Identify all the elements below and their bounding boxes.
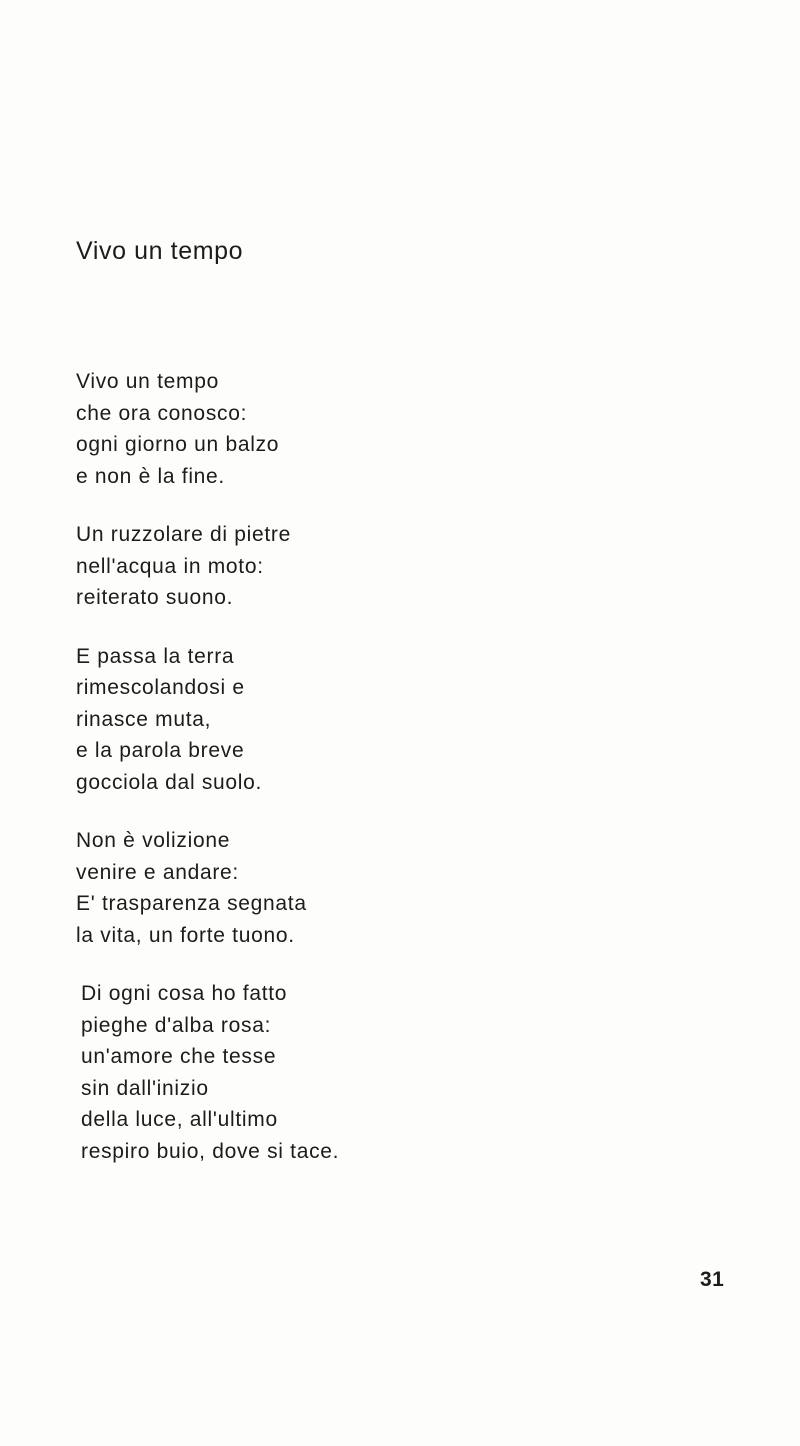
- poem-line: che ora conosco:: [76, 401, 248, 425]
- poem-line: E' trasparenza segnata: [76, 892, 307, 915]
- poem-line: Non è volizione: [76, 829, 231, 852]
- poem-line: nell'acqua in moto:: [76, 554, 264, 578]
- poem-line: gocciola dal suolo.: [76, 770, 263, 794]
- poem-line: e la parola breve: [76, 739, 245, 762]
- stanza-2: [76, 519, 339, 614]
- poem-line: la vita, un forte tuono.: [76, 923, 295, 947]
- poem-line: reiterato suono.: [76, 586, 234, 609]
- poem-line: rinasce muta,: [76, 707, 212, 731]
- poem-line: e non è la fine.: [76, 464, 225, 488]
- poem-line: rimescolandosi e: [76, 676, 245, 699]
- poem-line: venire e andare:: [76, 860, 239, 884]
- poem-line: della luce, all'ultimo: [81, 1108, 278, 1131]
- stanza-4: [76, 825, 339, 951]
- stanza-5: [81, 978, 339, 1167]
- poem-line: Un ruzzolare di pietre: [76, 523, 291, 546]
- poem-line: un'amore che tesse: [81, 1045, 277, 1068]
- poem-title: Vivo un tempo: [76, 237, 244, 265]
- poem-line: sin dall'inizio: [81, 1076, 209, 1100]
- poem-line: pieghe d'alba rosa:: [81, 1013, 272, 1037]
- poem-line: E passa la terra: [76, 644, 235, 668]
- poem-line: Vivo un tempo: [76, 370, 219, 393]
- stanza-3: [76, 641, 339, 799]
- poem-body: [76, 366, 339, 1194]
- stanza-1: [76, 366, 339, 492]
- poem-line: ogni giorno un balzo: [76, 433, 280, 456]
- page-number: 31: [700, 1268, 725, 1291]
- poem-line: Di ogni cosa ho fatto: [81, 982, 288, 1005]
- poem-line: respiro buio, dove si tace.: [81, 1139, 340, 1163]
